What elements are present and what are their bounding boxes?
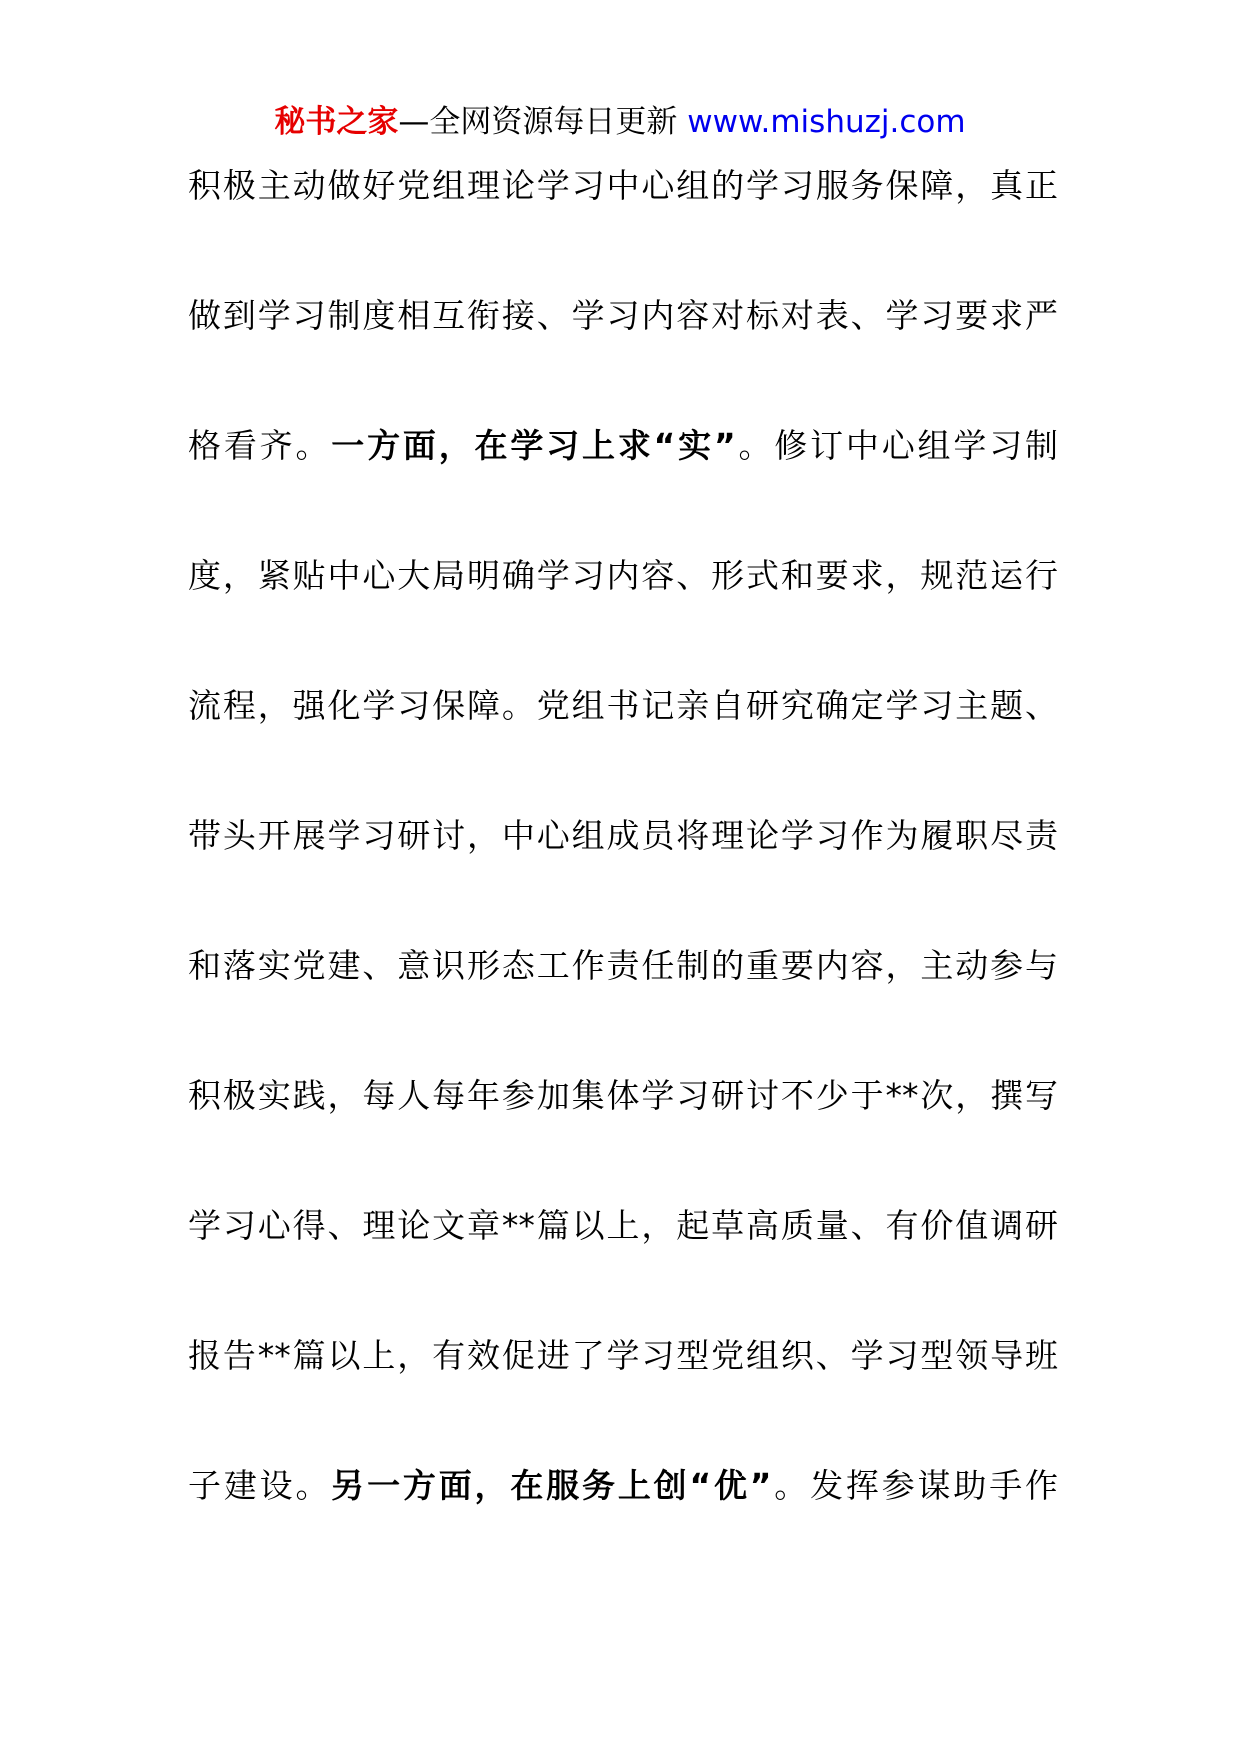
text-line-11-lead: 子建设。 — [188, 1466, 332, 1505]
site-url-link[interactable]: www.mishuzj.com — [687, 104, 966, 140]
subheading-first-aspect: 一方面，在学习上求“实” — [331, 426, 736, 465]
text-line-7: 和落实党建、意识形态工作责任制的重要内容，主动参与 — [188, 946, 1058, 985]
text-line-1: 积极主动做好党组理论学习中心组的学习服务保障，真正 — [188, 166, 1058, 205]
text-line-5: 流程，强化学习保障。党组书记亲自研究确定学习主题、 — [188, 686, 1058, 725]
text-line-10: 报告**篇以上，有效促进了学习型党组织、学习型领导班 — [188, 1336, 1058, 1375]
text-line-11-tail: 。发挥参谋助手作 — [771, 1466, 1059, 1505]
document-paragraph — [188, 166, 1058, 1596]
subheading-second-aspect: 另一方面，在服务上创“优” — [331, 1466, 772, 1505]
text-line-11 — [188, 1466, 1058, 1596]
text-line-4: 度，紧贴中心大局明确学习内容、形式和要求，规范运行 — [188, 556, 1058, 595]
text-line-8: 积极实践，每人每年参加集体学习研讨不少于**次，撰写 — [188, 1076, 1058, 1115]
text-line-3 — [188, 426, 1058, 556]
header-tagline: —全网资源每日更新 — [398, 104, 688, 140]
text-line-6: 带头开展学习研讨，中心组成员将理论学习作为履职尽责 — [188, 816, 1058, 855]
brand-name: 秘书之家 — [274, 104, 399, 140]
text-line-3-tail: 。修订中心组学习制 — [735, 426, 1059, 465]
text-line-2: 做到学习制度相互衔接、学习内容对标对表、学习要求严 — [188, 296, 1058, 335]
text-line-9: 学习心得、理论文章**篇以上，起草高质量、有价值调研 — [188, 1206, 1058, 1245]
text-line-3-lead: 格看齐。 — [188, 426, 332, 465]
watermark-header — [0, 100, 1240, 144]
